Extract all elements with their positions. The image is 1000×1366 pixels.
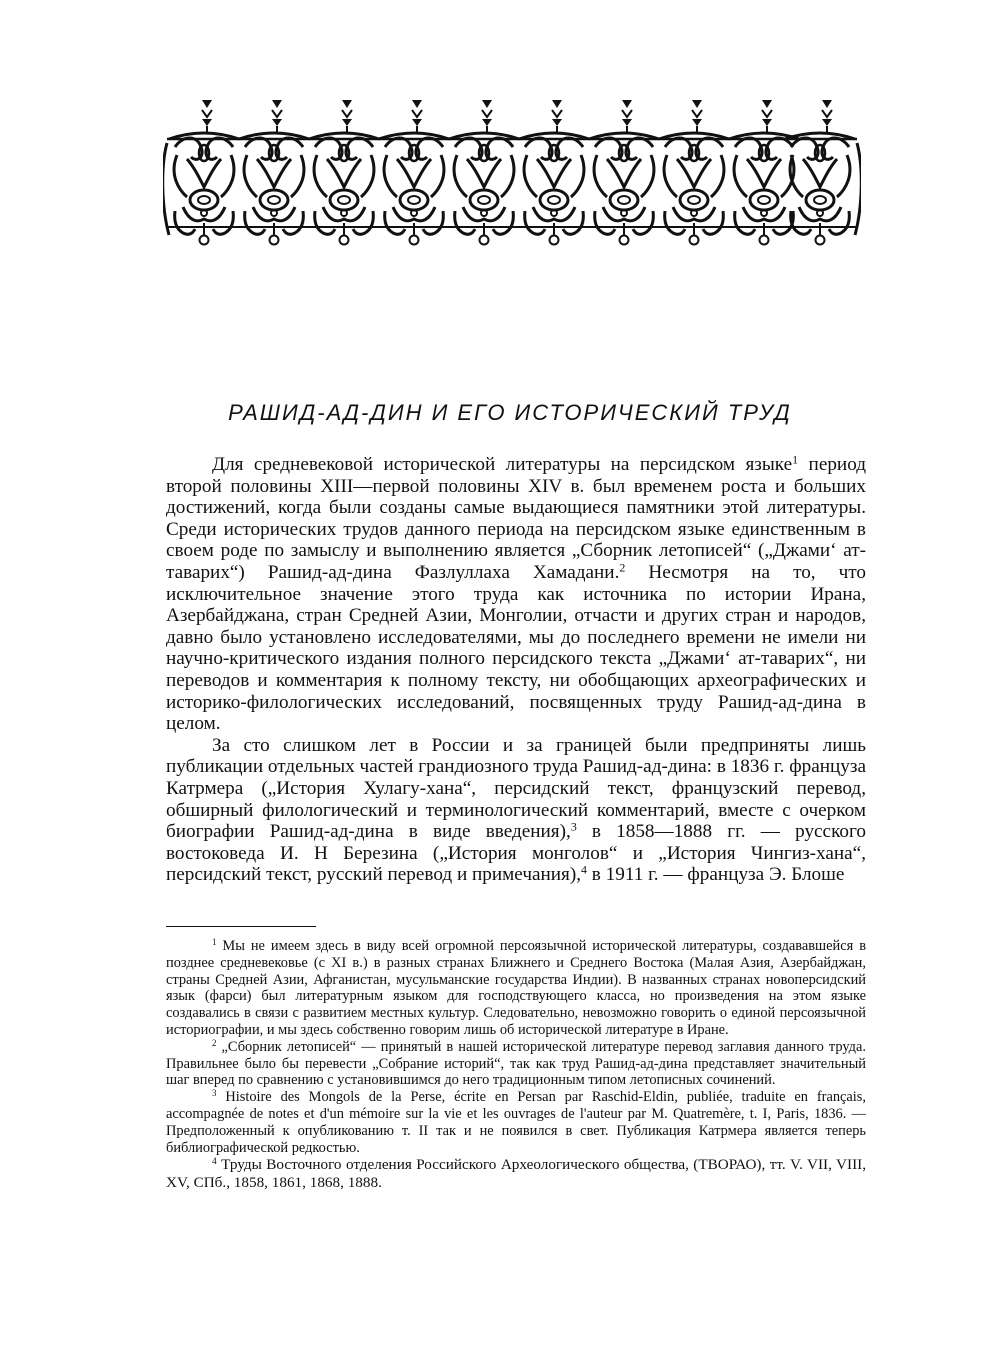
- footnote-ref[interactable]: 3: [570, 819, 577, 834]
- footnote-ref[interactable]: 2: [619, 560, 626, 575]
- footnote-ref[interactable]: 4: [581, 862, 587, 877]
- lacework-ornament-icon: [163, 95, 861, 255]
- footnote-text: Histoire des Mongols de la Perse, écrite en Persan par Raschid-Eldin, publiée, traduite en français, accompagnée de notes et d'un mémoire sur la vie et les ouvrages de l'auteur par M. Quatremère, t. I, Paris, 1836. — Предположенный к опубликованию т. II так и не появился в свет. Публикация Катрмера является теперь библиографической редкостью.: [166, 1089, 866, 1156]
- footnote-text: Труды Восточного отделения Российского Археологического общества, (ТВОРАО), тт. V. VII, VIII, XV, СПб., 1858, 1861, 1868, 1888.: [166, 1156, 866, 1191]
- footnote-ref[interactable]: 1: [792, 452, 799, 467]
- footnote-mark: 2: [212, 1037, 217, 1048]
- paragraph-text: Для средневековой исторической литературы на персидском языке: [212, 454, 793, 475]
- main-text: [166, 454, 866, 886]
- paragraph-text: в 1858—1888 гг. — русского востоковеда И. Н Березина („История монголов“ и „История Чингиз-хана“, персидский текст, русский перевод и примечания),: [166, 821, 866, 886]
- paragraph-text: Несмотря на то, что исключительное значение этого труда как источника по истории Ирана, Азербайджана, стран Средней Азии, Монголии, отчасти и других стран и народов, давно было установлено исследователями, мы до последнего времени не имели ни научно-критического издания полного персидского текста „Джами‘ ат-таварих“, ни переводов и комментария к полному тексту, ни обобщающих археографических и историко-филологических исследований, посвященных труду Рашид-ад-дина в целом.: [166, 561, 866, 735]
- footnote: [166, 1156, 866, 1191]
- footnote-divider: [166, 926, 316, 927]
- footnote: [166, 1039, 866, 1089]
- paragraph: [166, 735, 866, 886]
- footnote-text: Мы не имеем здесь в виду всей огромной персоязычной исторической литературы, создававшейся в позднее средневековье (с XI в.) в разных странах Ближнего и Среднего Востока (Малая Азия, Азербайджан, страны Средней Азии, Афганистан, мусульманские государства Индии). В названных странах новоперсидский язык (фарси) был литературным языком для господствующего класса, но произведения на этом языке создавались в связи с развитием местных культур. Следовательно, невозможно говорить о единой персоязычной историографии, и мы здесь собственно говорим лишь об исторической литературе в Иране.: [166, 938, 866, 1038]
- paragraph-text: в 1911 г. — француза Э. Блоше: [586, 864, 845, 886]
- paragraph: [166, 454, 866, 735]
- footnote-text: „Сборник летописей“ — принятый в нашей исторической литературе перевод заглавия данного труда. Правильнее было бы перевести „Собрание историй“, так как труд Рашид-ад-дина представляет значительный шаг вперед по сравнению с установившимся до него традиционным типом летописных сочинений.: [166, 1038, 866, 1089]
- paragraph-text: период второй половины XIII—первой половины XIV в. был временем роста и больших достижений, когда были созданы самые выдающиеся памятники этой литературы. Среди исторических трудов данного периода на персидском языке единственным в своем роде по замыслу и выполнению является „Сборник летописей“ („Джами‘ ат-таварих“) Рашид-ад-дина Фазлуллаха Хамадани.: [166, 454, 866, 583]
- footnote: [166, 938, 866, 1039]
- footnote-mark: 4: [212, 1157, 217, 1168]
- paragraph-text: За сто слишком лет в России и за границей были предприняты лишь публикации отдельных частей грандиозного труда Рашид-ад-дина: в 1836 г. француза Катрмера („История Хулагу-хана“, персидский текст, французский перевод, обширный филологический и терминологический комментарий, вместе с очерком биографии Рашид-ад-дина в виде введения),: [166, 734, 866, 843]
- footnote-mark: 3: [212, 1088, 217, 1099]
- footnotes: [166, 938, 866, 1192]
- footnote: [166, 1089, 866, 1156]
- footnote-mark: 1: [212, 937, 217, 948]
- page-title: РАШИД-АД-ДИН И ЕГО ИСТОРИЧЕСКИЙ ТРУД: [228, 400, 792, 425]
